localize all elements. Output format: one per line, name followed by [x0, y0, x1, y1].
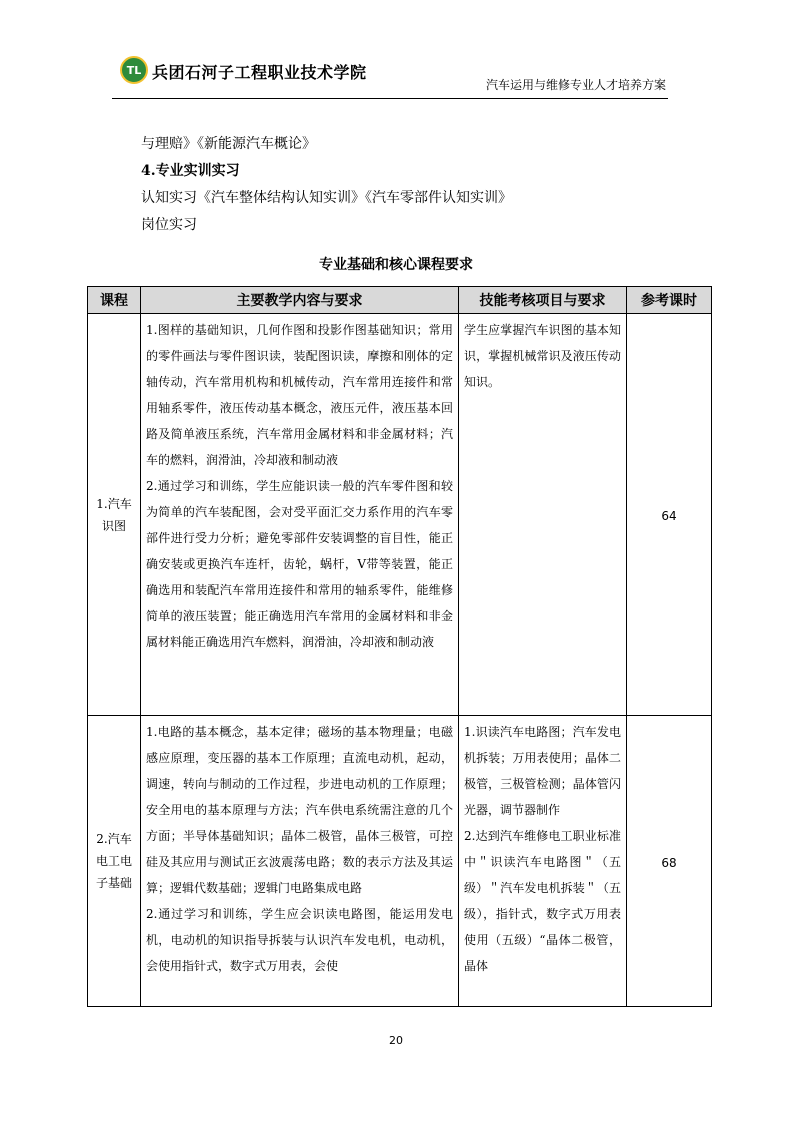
column-header: 参考课时 — [627, 287, 712, 314]
course-content: 1.图样的基础知识，几何作图和投影作图基础知识；常用的零件画法与零件图识读，装配图识读，摩擦和刚体的定轴传动，汽车常用机构和机械传动，汽车常用连接件和常用轴系零件，液压传动基本概念，液压元件，液压基本回路及简单液压系统，汽车常用金属材料和非金属材料；汽车的燃料，润滑油，冷却液和制动液 2.通过学习和训练，学生应能识读一般的汽车零件图和较为简单的汽车装配图，会对受平面汇交力系作用的汽车零部件进行受力分析；避免零部件安装调整的盲目性，能正确安装或更换汽车连杆，齿轮，蜗杆，V带等装置，能正确选用和装配汽车常用连接件和常用的轴系零件，能维修简单的液压装置；能正确选用汽车常用的金属材料和非金属材料能正确选用汽车燃料，润滑油，冷却液和制动液 — [141, 314, 459, 716]
table-row — [88, 314, 712, 716]
column-header: 主要教学内容与要求 — [141, 287, 459, 314]
text-line: 岗位实习 — [141, 217, 197, 233]
course-name: 2.汽车电工电子基础 — [88, 716, 141, 1007]
page-header — [112, 52, 668, 99]
text-line: 与理赔》《新能源汽车概论》 — [141, 136, 316, 152]
page-number: 20 — [389, 1034, 403, 1047]
column-header: 课程 — [88, 287, 141, 314]
intro-text — [141, 131, 701, 239]
skill-requirements: 学生应掌握汽车识图的基本知识，掌握机械常识及液压传动知识。 — [459, 314, 627, 716]
course-name: 1.汽车识图 — [88, 314, 141, 716]
table-row — [88, 716, 712, 1007]
course-content: 1.电路的基本概念，基本定律；磁场的基本物理量；电磁感应原理，变压器的基本工作原理；直流电动机，起动，调速，转向与制动的工作过程，步进电动机的工作原理；安全用电的基本原理与方法；汽车供电系统需注意的几个方面；半导体基础知识；晶体二极管，晶体三极管，可控硅及其应用与测试正玄波震荡电路；数的表示方法及其运算；逻辑代数基础；逻辑门电路集成电路 2.通过学习和训练，学生应会识读电路图，能运用发电机，电动机的知识指导拆装与认识汽车发电机，电动机，会使用指针式，数字式万用表，会使 — [141, 716, 459, 1007]
skill-requirements: 1.识读汽车电路图；汽车发电机拆装；万用表使用；晶体二极管，三极管检测；晶体管闪光器，调节器制作 2.达到汽车维修电工职业标准中＂识读汽车电路图＂（五级）＂汽车发电机拆装＂（五级），指针式，数字式万用表使用（五级）“晶体二极管，晶体 — [459, 716, 627, 1007]
school-name: 兵团石河子工程职业技术学院 — [152, 63, 367, 82]
table-title: 专业基础和核心课程要求 — [319, 257, 473, 273]
document-title: 汽车运用与维修专业人才培养方案 — [485, 78, 666, 92]
table-header-row — [88, 287, 712, 314]
course-requirements-table — [87, 286, 712, 1007]
course-hours: 68 — [627, 716, 712, 1007]
course-hours: 64 — [627, 314, 712, 716]
school-logo-icon: TL — [120, 56, 148, 84]
section-heading: 4.专业实训实习 — [141, 163, 240, 179]
text-line: 认知实习《汽车整体结构认知实训》《汽车零部件认知实训》 — [141, 190, 512, 206]
column-header: 技能考核项目与要求 — [459, 287, 627, 314]
